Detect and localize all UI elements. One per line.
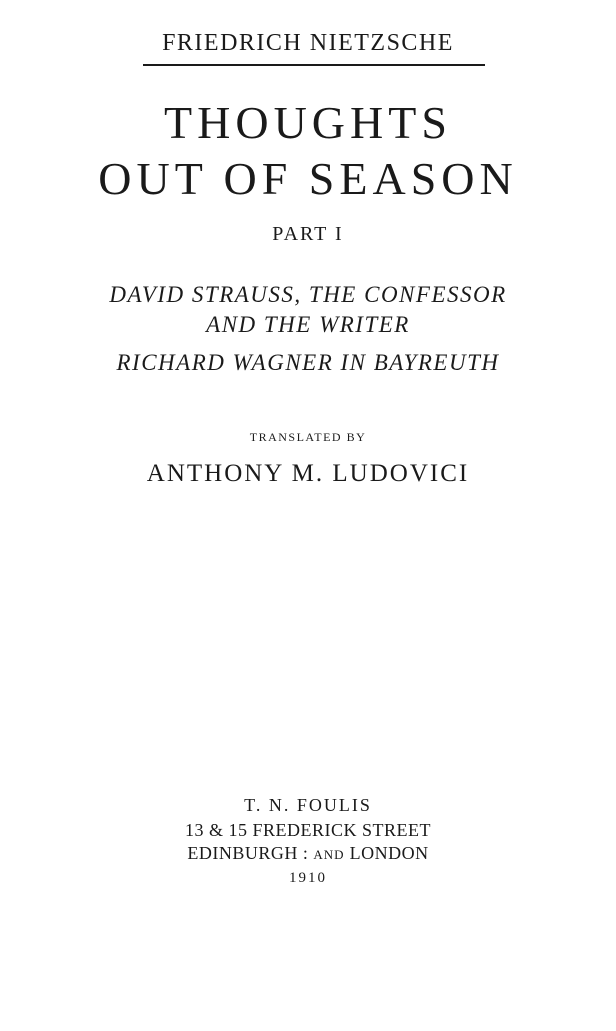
subtitle-line-2: AND THE WRITER <box>206 312 410 337</box>
translated-by-label: TRANSLATED BY <box>249 430 367 444</box>
subtitle-line-1: DAVID STRAUSS, THE CONFESSOR <box>109 282 507 307</box>
book-title-line-2: OUT OF SEASON <box>98 153 518 204</box>
author-underline-rule <box>143 64 485 66</box>
city-conjunction: AND <box>313 847 345 862</box>
part-number: PART I <box>272 223 344 245</box>
publisher-name: T. N. FOULIS <box>244 795 372 815</box>
book-title-line-1: THOUGHTS <box>164 97 452 148</box>
author-name: FRIEDRICH NIETZSCHE <box>162 30 454 56</box>
publisher-address: 13 & 15 FREDERICK STREET <box>184 820 431 840</box>
publisher-cities <box>0 843 616 864</box>
translator-name: ANTHONY M. LUDOVICI <box>146 460 470 487</box>
city-london: LONDON <box>349 843 429 863</box>
city-edinburgh: EDINBURGH : <box>187 843 309 863</box>
subtitle-line-3: RICHARD WAGNER IN BAYREUTH <box>116 350 500 375</box>
publication-year: 1910 <box>289 870 327 886</box>
